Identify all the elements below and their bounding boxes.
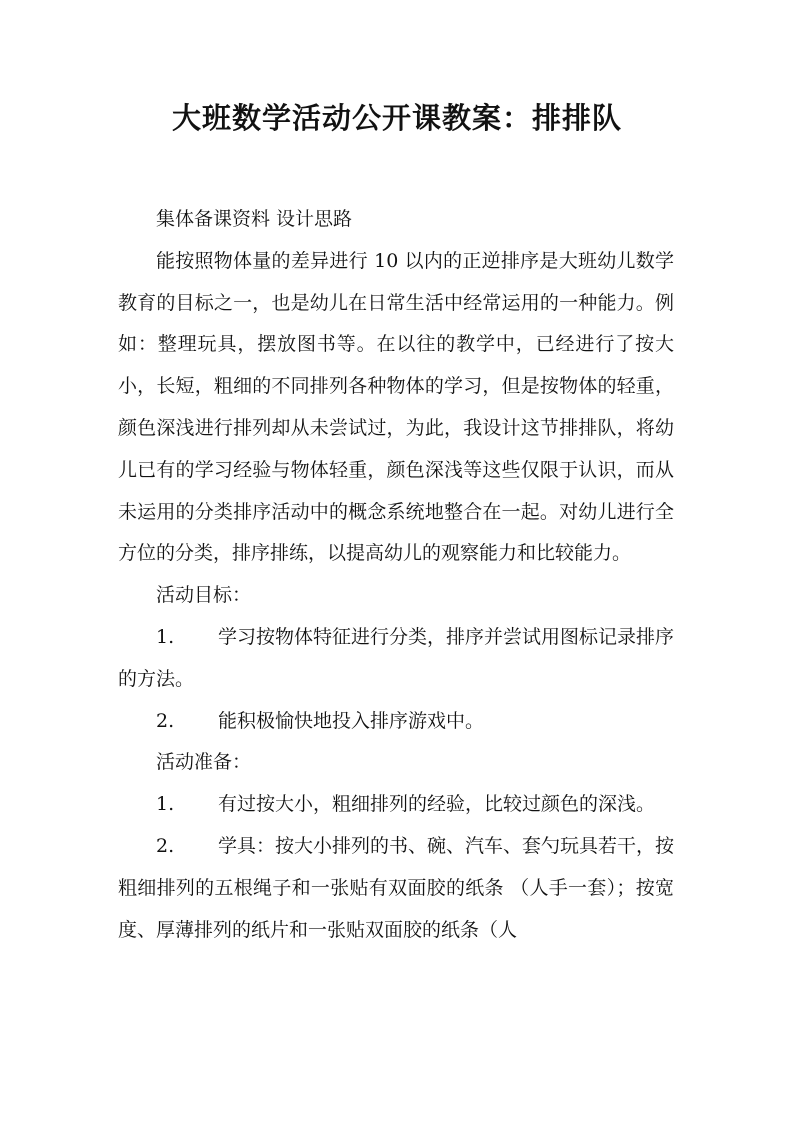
prep-item-text: 有过按大小，粗细排列的经验，比较过颜色的深浅。 bbox=[218, 793, 656, 816]
prep-item-number: 1. bbox=[156, 793, 175, 816]
goals-heading: 活动目标： bbox=[156, 584, 252, 607]
goal-item-number: 1. bbox=[156, 625, 175, 648]
goal-item-2 bbox=[118, 701, 674, 743]
goal-item-number: 2. bbox=[156, 709, 175, 732]
page-title: 大班数学活动公开课教案：排排队 bbox=[171, 101, 622, 135]
goal-item-1 bbox=[118, 617, 674, 701]
goal-item-text: 能积极愉快地投入排序游戏中。 bbox=[218, 709, 485, 732]
intro-paragraph: 能按照物体量的差异进行 10 以内的正逆排序是大班幼儿数学教育的目标之一，也是幼儿在日常生活中经常运用的一种能力。例如：整理玩具，摆放图书等。在以往的教学中，已经进行了按大小，长短，粗细的不同排列各种物体的学习，但是按物体的轻重，颜色深浅进行排列却从未尝试过，为此，我设计这节排排队，将幼儿已有的学习经验与物体轻重，颜色深浅等这些仅限于认识，而从未运用的分类排序活动中的概念系统地整合在一起。对幼儿进行全方位的分类，排序排练，以提高幼儿的观察能力和比较能力。 bbox=[118, 249, 674, 565]
prep-item-number: 2. bbox=[156, 834, 175, 857]
prep-item-2 bbox=[118, 826, 674, 951]
header-line: 集体备课资料 设计思路 bbox=[156, 208, 353, 230]
prep-item-text: 学具：按大小排列的书、碗、汽车、套勺玩具若干，按粗细排列的五根绳子和一张贴有双面胶的纸条 （人手一套）；按宽度、厚薄排列的纸片和一张贴双面胶的纸条（人 bbox=[118, 834, 675, 941]
document-body bbox=[118, 199, 674, 951]
prep-heading: 活动准备： bbox=[156, 751, 252, 774]
prep-item-1 bbox=[118, 784, 674, 826]
goal-item-text: 学习按物体特征进行分类，排序并尝试用图标记录排序的方法。 bbox=[118, 625, 675, 690]
